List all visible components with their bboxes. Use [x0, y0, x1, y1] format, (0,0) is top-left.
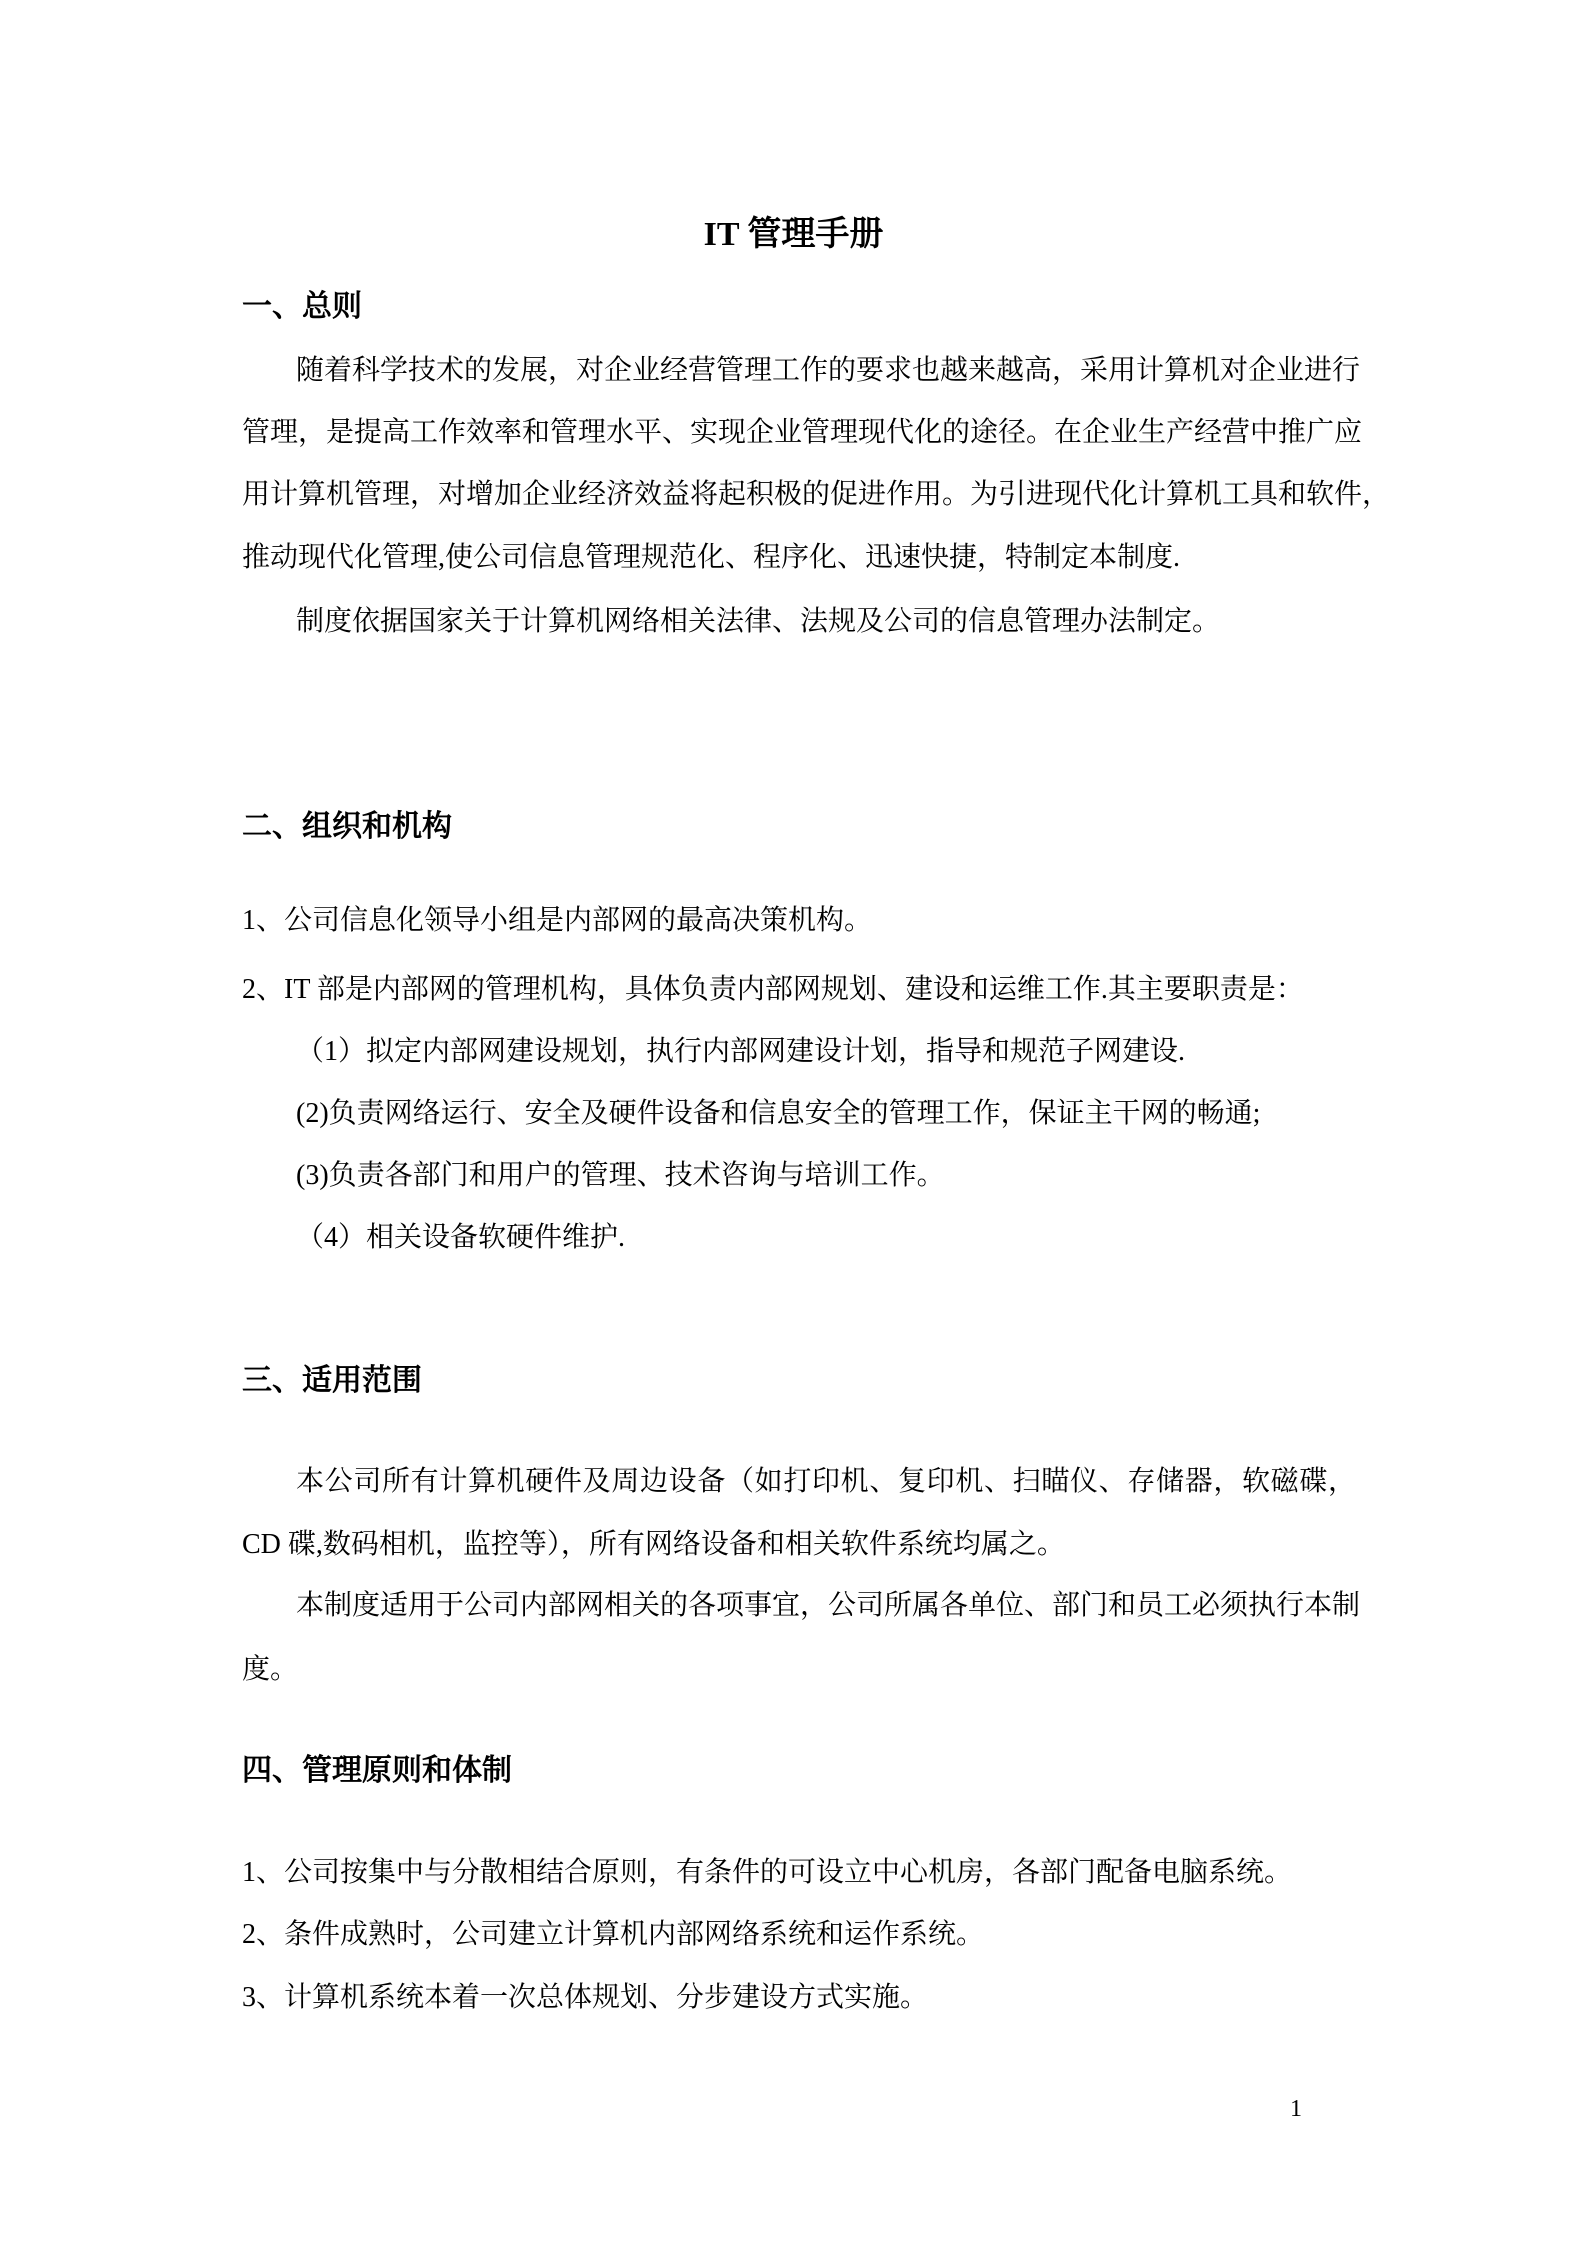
- list-item: 2、条件成熟时，公司建立计算机内部网络系统和运作系统。: [242, 1919, 985, 1950]
- paragraph-line: 随着科学技术的发展，对企业经营管理工作的要求也越来越高，采用计算机对企业进行: [296, 355, 1361, 386]
- sub-list-item: （1）拟定内部网建设规划，执行内部网建设计划，指导和规范子网建设.: [296, 1036, 1186, 1067]
- section-heading: 四、管理原则和体制: [242, 1754, 512, 1787]
- paragraph-line: 用计算机管理，对增加企业经济效益将起积极的促进作用。为引进现代化计算机工具和软件，: [242, 479, 1391, 510]
- document-title: IT 管理手册: [703, 216, 884, 253]
- section-heading: 一、总则: [242, 290, 362, 323]
- section-heading: 二、组织和机构: [242, 810, 452, 843]
- section-heading: 三、适用范围: [242, 1364, 422, 1397]
- paragraph-line: 本公司所有计算机硬件及周边设备（如打印机、复印机、扫瞄仪、存储器，软磁碟，: [296, 1466, 1356, 1497]
- sub-list-item: (2)负责网络运行、安全及硬件设备和信息安全的管理工作，保证主干网的畅通;: [296, 1098, 1261, 1129]
- list-item: 1、公司按集中与分散相结合原则，有条件的可设立中心机房，各部门配备电脑系统。: [242, 1857, 1293, 1888]
- paragraph-line: 本制度适用于公司内部网相关的各项事宜，公司所属各单位、部门和员工必须执行本制: [296, 1590, 1361, 1621]
- sub-list-item: (3)负责各部门和用户的管理、技术咨询与培训工作。: [296, 1160, 945, 1191]
- paragraph-line: 推动现代化管理,使公司信息管理规范化、程序化、迅速快捷，特制定本制度.: [242, 542, 1181, 573]
- list-item: 2、IT 部是内部网的管理机构，具体负责内部网规划、建设和运维工作.其主要职责是：: [242, 974, 1304, 1005]
- paragraph-line: CD 碟,数码相机，监控等），所有网络设备和相关软件系统均属之。: [242, 1529, 1065, 1560]
- list-item: 3、计算机系统本着一次总体规划、分步建设方式实施。: [242, 1982, 929, 2013]
- sub-list-item: （4）相关设备软硬件维护.: [296, 1222, 626, 1253]
- paragraph-line: 度。: [242, 1654, 299, 1685]
- list-item: 1、公司信息化领导小组是内部网的最高决策机构。: [242, 905, 873, 936]
- paragraph-line: 制度依据国家关于计算机网络相关法律、法规及公司的信息管理办法制定。: [296, 606, 1221, 637]
- page-number: 1: [1290, 2096, 1302, 2122]
- paragraph-line: 管理，是提高工作效率和管理水平、实现企业管理现代化的途径。在企业生产经营中推广应: [242, 417, 1363, 448]
